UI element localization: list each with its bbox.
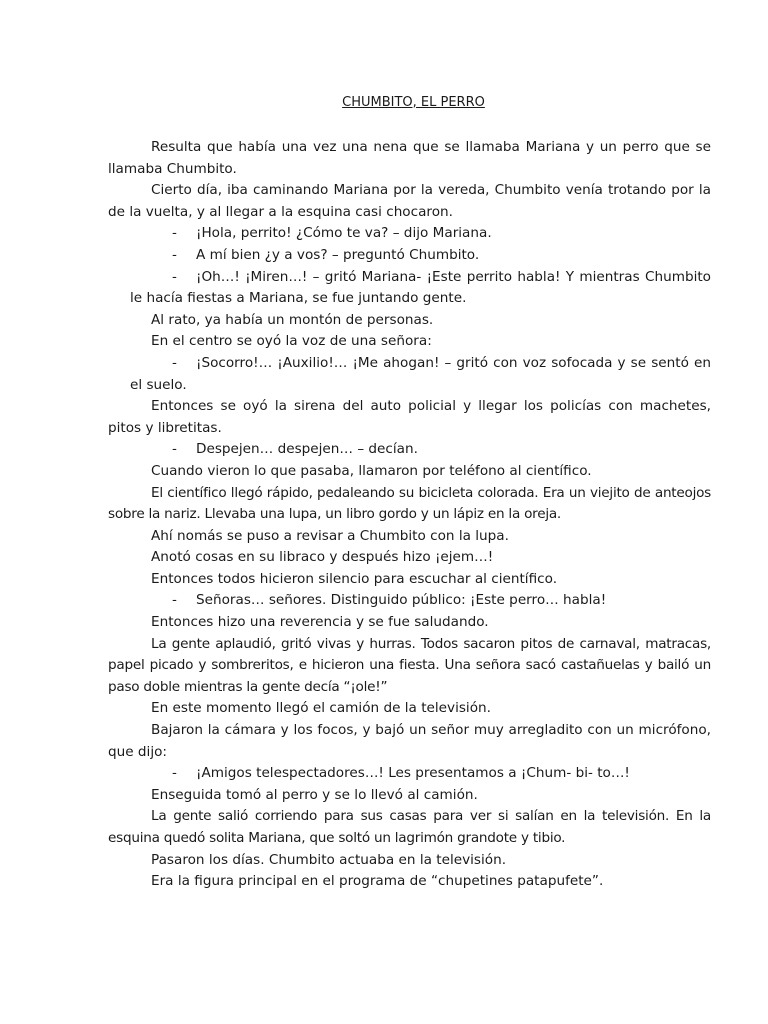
dialogue-text: Despejen… despejen… – decían. [196, 441, 418, 458]
dialogue-line [130, 245, 711, 267]
paragraph: Entonces se oyó la sirena del auto policial y llegar los policías con machetes, pitos y libretitas. [108, 398, 711, 436]
dialogue-dash: - [172, 765, 177, 782]
paragraph: Pasaron los días. Chumbito actuaba en la televisión. [151, 851, 507, 868]
dialogue-text: ¡Hola, perrito! ¿Cómo te va? – dijo Mariana. [196, 225, 492, 242]
paragraph: En el centro se oyó la voz de una señora: [151, 333, 432, 350]
paragraph: Al rato, ya había un montón de personas. [151, 311, 434, 328]
dialogue-text: Señoras… señores. Distinguido público: ¡Este perro… habla! [196, 592, 607, 609]
paragraph: El científico llegó rápido, pedaleando su bicicleta colorada. Era un viejito de anteojos sobre la nariz. Llevaba una lupa, un libro gordo y un lápiz en la oreja. [108, 484, 711, 523]
dialogue-line [130, 763, 711, 785]
paragraph: Cierto día, iba caminando Mariana por la vereda, Chumbito venía trotando por la de la vuelta, y al llegar a la esquina casi chocaron. [108, 182, 711, 220]
dialogue-dash: - [172, 268, 177, 285]
dialogue-dash: - [172, 592, 177, 609]
paragraph: Enseguida tomó al perro y se lo llevó al camión. [151, 786, 478, 803]
dialogue-text: ¡Amigos telespectadores…! Les presentamos a ¡Chum- bi- to…! [196, 765, 630, 782]
paragraph: En este momento llegó el camión de la televisión. [151, 700, 491, 717]
dialogue-line [130, 223, 711, 245]
paragraph: Bajaron la cámara y los focos, y bajó un señor muy arregladito con un micrófono, que dijo: [108, 722, 711, 760]
paragraph: Ahí nomás se puso a revisar a Chumbito con la lupa. [151, 527, 509, 544]
dialogue-text: ¡Socorro!… ¡Auxilio!… ¡Me ahogan! – gritó con voz sofocada y se sentó en el suelo. [130, 354, 711, 393]
paragraph: La gente salió corriendo para sus casas para ver si salían en la televisión. En la esquina quedó solita Mariana, que soltó un lagrimón grandote y tibio. [108, 808, 711, 846]
paragraph: Cuando vieron lo que pasaba, llamaron por teléfono al científico. [151, 462, 592, 479]
paragraph: Entonces hizo una reverencia y se fue saludando. [151, 614, 489, 631]
dialogue-line [130, 353, 711, 396]
paragraph: Resulta que había una vez una nena que se llamaba Mariana y un perro que se llamaba Chumbito. [108, 139, 711, 177]
document-title: CHUMBITO, EL PERRO [342, 95, 485, 110]
dialogue-line [130, 590, 711, 612]
story-body [108, 137, 711, 893]
dialogue-text: A mí bien ¿y a vos? – preguntó Chumbito. [196, 246, 480, 263]
dialogue-dash: - [172, 225, 177, 242]
dialogue-line [130, 267, 711, 310]
paragraph: La gente aplaudió, gritó vivas y hurras. Todos sacaron pitos de carnaval, matracas, papel picado y sombreritos, e hicieron una fiesta. Una señora sacó castañuelas y bailó un paso doble mientras la gente decía “¡ole!” [108, 635, 711, 695]
dialogue-dash: - [172, 354, 177, 371]
dialogue-dash: - [172, 441, 177, 458]
dialogue-line [130, 439, 711, 461]
dialogue-dash: - [172, 246, 177, 263]
paragraph: Entonces todos hicieron silencio para escuchar al científico. [151, 570, 558, 587]
paragraph: Era la figura principal en el programa de “chupetines patapufete”. [151, 873, 604, 890]
paragraph: Anotó cosas en su libraco y después hizo ¡ejem…! [151, 549, 494, 566]
dialogue-text: ¡Oh…! ¡Miren…! – gritó Mariana- ¡Este perrito habla! Y mientras Chumbito le hacía fiestas a Mariana, se fue juntando gente. [130, 268, 711, 307]
